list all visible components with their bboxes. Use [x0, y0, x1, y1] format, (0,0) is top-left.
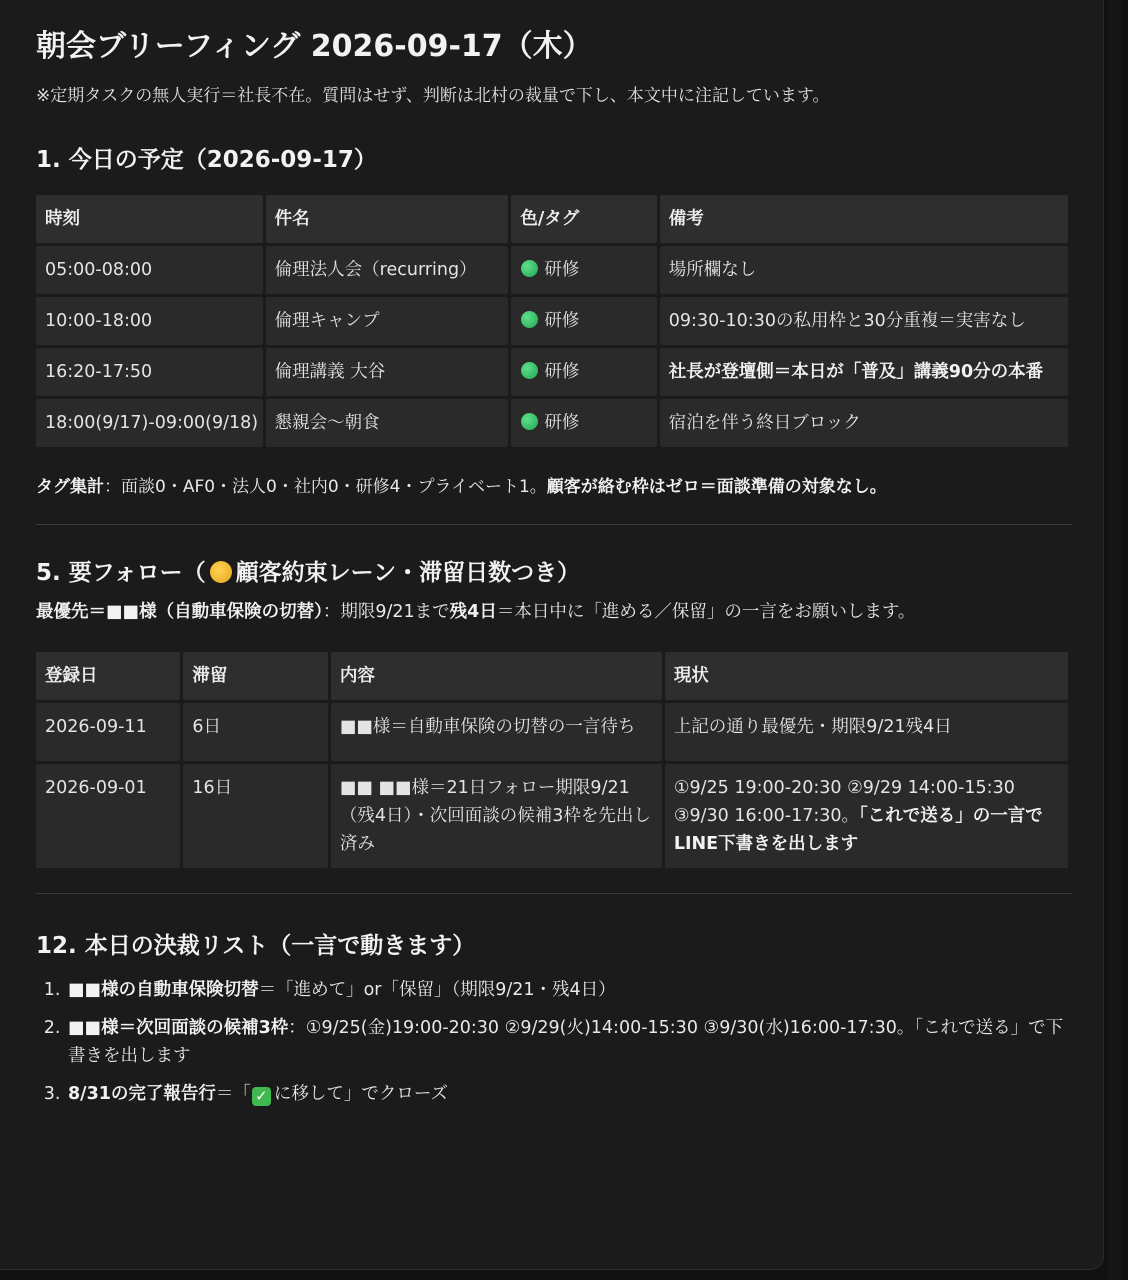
- priority-client: 最優先＝■■様（自動車保険の切替）: [36, 602, 323, 622]
- table-row: [36, 399, 1068, 447]
- schedule-time: 10:00-18:00: [36, 297, 263, 345]
- schedule-time: 18:00(9/17)-09:00(9/18): [36, 399, 263, 447]
- follow-header-date: 登録日: [36, 652, 180, 700]
- schedule-tag: [511, 246, 656, 294]
- follow-date: 2026-09-01: [36, 764, 180, 868]
- schedule-subject: 懇親会〜朝食: [266, 399, 509, 447]
- follow-header-status: 現状: [665, 652, 1068, 700]
- scrollbar-track[interactable]: [1108, 0, 1122, 1280]
- decision-text-end: に移して」でクローズ: [273, 1084, 449, 1104]
- summary-conclusion: 顧客が絡む枠はゼロ＝面談準備の対象なし。: [546, 477, 887, 497]
- table-row: [36, 764, 1068, 868]
- top-priority-line: [36, 597, 1067, 627]
- schedule-table: [33, 192, 1071, 450]
- schedule-tag: [511, 297, 656, 345]
- divider: [36, 893, 1072, 894]
- table-row: [36, 703, 1068, 761]
- summary-label: タグ集計: [36, 477, 104, 497]
- schedule-time: 05:00-08:00: [36, 246, 263, 294]
- tag-summary: [36, 472, 1067, 502]
- decision-text: ＝「: [215, 1084, 251, 1104]
- tag-label: 研修: [544, 413, 580, 433]
- schedule-subject: 倫理法人会（recurring）: [266, 246, 509, 294]
- list-item: [66, 1014, 1067, 1070]
- table-row: [36, 348, 1068, 396]
- tag-label: 研修: [544, 260, 580, 280]
- follow-up-table: [33, 649, 1071, 871]
- green-circle-icon: [521, 413, 538, 430]
- schedule-tag: [511, 348, 656, 396]
- schedule-header-note: 備考: [660, 195, 1068, 243]
- follow-content: ■■様＝自動車保険の切替の一言待ち: [331, 703, 662, 761]
- schedule-note: 社長が登壇側＝本日が「普及」講義90分の本番: [660, 348, 1068, 396]
- priority-deadline: ：期限9/21まで: [322, 602, 450, 622]
- schedule-tag: [511, 399, 656, 447]
- follow-status-text: 上記の通り最優先・期限9/21残4日: [673, 717, 952, 737]
- section-5-heading-text: 顧客約束レーン・滞留日数つき）: [235, 560, 581, 586]
- schedule-header-row: [36, 195, 1068, 243]
- decision-subject: 8/31の完了報告行: [68, 1084, 216, 1104]
- list-item: [66, 1080, 1067, 1108]
- list-item: [66, 976, 1067, 1004]
- handshake-icon: [210, 561, 232, 583]
- table-row: [36, 297, 1068, 345]
- schedule-header-tag: 色/タグ: [511, 195, 656, 243]
- table-row: [36, 246, 1068, 294]
- decision-list: [36, 976, 1067, 1108]
- follow-date: 2026-09-11: [36, 703, 180, 761]
- follow-stay: 6日: [183, 703, 327, 761]
- schedule-time: 16:20-17:50: [36, 348, 263, 396]
- schedule-note: 場所欄なし: [660, 246, 1068, 294]
- follow-status: [665, 703, 1068, 761]
- schedule-header-subject: 件名: [266, 195, 509, 243]
- follow-header-content: 内容: [331, 652, 662, 700]
- green-circle-icon: [521, 362, 538, 379]
- schedule-subject: 倫理キャンプ: [266, 297, 509, 345]
- schedule-subject: 倫理講義 大谷: [266, 348, 509, 396]
- schedule-note: 09:30-10:30の私用枠と30分重複＝実害なし: [660, 297, 1068, 345]
- follow-content: ■■ ■■様＝21日フォロー期限9/21（残4日）・次回面談の候補3枠を先出し済み: [331, 764, 662, 868]
- green-circle-icon: [521, 260, 538, 277]
- decision-text: ＝「進めて」or「保留」（期限9/21・残4日）: [258, 980, 616, 1000]
- section-12-heading: 12. 本日の決裁リスト（一言で動きます）: [36, 933, 476, 959]
- tag-label: 研修: [544, 311, 580, 331]
- follow-header-stay: 滞留: [183, 652, 327, 700]
- summary-text: ：面談0・AF0・法人0・社内0・研修4・プライベート1。: [104, 477, 547, 497]
- check-mark-button-icon: ✓: [252, 1087, 271, 1106]
- follow-status-text: ①9/25 19:00-20:30 ②9/29 14:00-15:30 ③9/30 16:00-17:30。: [673, 778, 1015, 826]
- section-1-heading: 1. 今日の予定（2026-09-17）: [36, 147, 377, 173]
- section-5-heading-number: 5. 要フォロー（: [36, 560, 206, 586]
- decision-subject: ■■様の自動車保険切替: [68, 980, 259, 1000]
- priority-request: ＝本日中に「進める／保留」の一言をお願いします。: [496, 602, 916, 622]
- schedule-header-time: 時刻: [36, 195, 263, 243]
- follow-status-emphasis: 「これで送る」の一言でLINE下書きを出します: [673, 806, 1043, 854]
- unattended-note: ※定期タスクの無人実行＝社長不在。質問はせず、判断は北村の裁量で下し、本文中に注記しています。: [36, 86, 830, 106]
- follow-stay: 16日: [183, 764, 327, 868]
- divider: [36, 524, 1072, 525]
- decision-text: ：①9/25(金)19:00-20:30 ②9/29(火)14:00-15:30 ③9/30(水)16:00-17:30。「これで送る」で下書きを出します: [68, 1018, 1064, 1066]
- page-title: 朝会ブリーフィング 2026-09-17（木）: [36, 29, 593, 64]
- follow-up-header-row: [36, 652, 1068, 700]
- schedule-note: 宿泊を伴う終日ブロック: [660, 399, 1068, 447]
- decision-subject: ■■様＝次回面談の候補3枠: [68, 1018, 289, 1038]
- section-5-heading: [36, 555, 1067, 591]
- tag-label: 研修: [544, 362, 580, 382]
- priority-days-left: 残4日: [449, 602, 497, 622]
- follow-status: [665, 764, 1068, 868]
- green-circle-icon: [521, 311, 538, 328]
